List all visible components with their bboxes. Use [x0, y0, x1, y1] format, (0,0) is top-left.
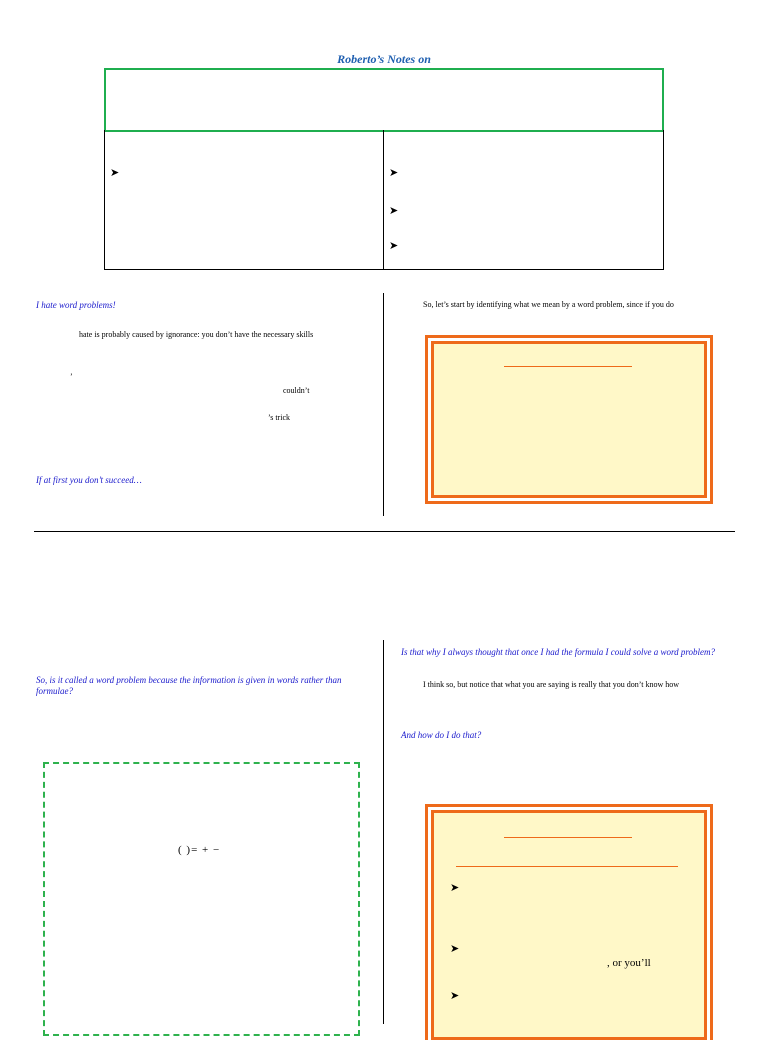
bullet-arrow-icon: ➤	[450, 881, 460, 894]
bullet-arrow-icon: ➤	[389, 204, 399, 217]
column-divider	[383, 640, 384, 1024]
box-title-underline	[504, 837, 632, 838]
procedure-box	[431, 810, 707, 1040]
summary-table-divider	[383, 130, 384, 270]
text-fragment: couldn’t	[283, 386, 310, 395]
text-fragment: ’	[70, 372, 73, 381]
body-text: hate is probably caused by ignorance: you don’t have the necessary skills	[79, 330, 314, 339]
box-title-underline	[504, 366, 632, 367]
definition-box	[431, 341, 707, 498]
bullet-arrow-icon: ➤	[389, 239, 399, 252]
page-title: Roberto’s Notes on	[337, 52, 431, 66]
bullet-arrow-icon: ➤	[450, 942, 460, 955]
section-heading: If at first you don’t succeed…	[36, 475, 142, 485]
question-text: And how do I do that?	[401, 730, 482, 740]
bullet-arrow-icon: ➤	[450, 989, 460, 1002]
formula-text: ( )= + −	[178, 844, 221, 856]
question-heading: I hate word problems!	[36, 300, 116, 310]
summary-table	[104, 130, 664, 270]
formula-box	[43, 762, 360, 1036]
bullet-arrow-icon: ➤	[110, 166, 120, 179]
bullet-arrow-icon: ➤	[389, 166, 399, 179]
page-separator	[34, 531, 735, 532]
body-text: I think so, but notice that what you are saying is really that you don’t know how	[423, 680, 680, 689]
text-fragment: , or you’ll	[607, 957, 651, 969]
column-divider	[383, 293, 384, 516]
body-text: So, let’s start by identifying what we mean by a word problem, since if you do	[423, 300, 674, 309]
question-text: Is that why I always thought that once I had the formula I could solve a word problem?	[401, 647, 716, 657]
text-fragment: ’s trick	[268, 413, 290, 422]
question-text: So, is it called a word problem because the information is given in words rather than formulae?	[36, 675, 342, 696]
title-box	[104, 68, 664, 132]
box-subtitle-underline	[456, 866, 678, 867]
